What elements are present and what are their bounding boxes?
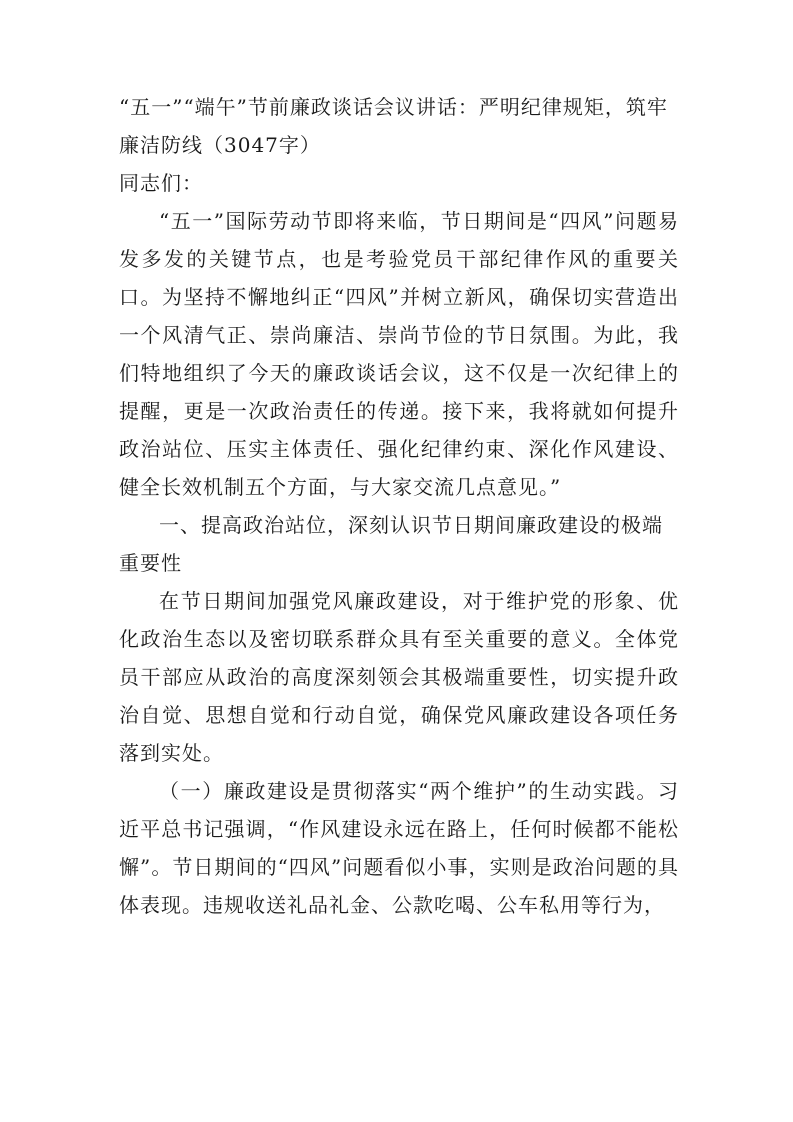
- section-1-paragraph: 在节日期间加强党风廉政建设，对于维护党的形象、优化政治生态以及密切联系群众具有至关重要的意义。全体党员干部应从政治的高度深刻领会其极端重要性，切实提升政治自觉、思想自觉和行动自觉，确保党风廉政建设各项任务落到实处。: [119, 589, 679, 765]
- section-heading-1: 一、提高政治站位，深刻认识节日期间廉政建设的极端重要性: [119, 513, 663, 575]
- document-body: [119, 88, 679, 924]
- greeting: 同志们：: [119, 171, 203, 195]
- intro-paragraph: “五一”国际劳动节即将来临，节日期间是“四风”问题易发多发的关键节点，也是考验党员干部纪律作风的重要关口。为坚持不懈地纠正“四风”并树立新风，确保切实营造出一个风清气正、崇尚廉洁、崇尚节俭的节日氛围。为此，我们特地组织了今天的廉政谈话会议，这不仅是一次纪律上的提醒，更是一次政治责任的传递。接下来，我将就如何提升政治站位、压实主体责任、强化纪律约束、深化作风建设、健全长效机制五个方面，与大家交流几点意见。”: [119, 209, 679, 499]
- subsection-1-paragraph: （一）廉政建设是贯彻落实“两个维护”的生动实践。习近平总书记强调，“作风建设永远在路上，任何时候都不能松懈”。节日期间的“四风”问题看似小事，实则是政治问题的具体表现。违规收送礼品礼金、公款吃喝、公车私用等行为，: [119, 779, 679, 917]
- document-title: “五一”“端午”节前廉政谈话会议讲话：严明纪律规矩，筑牢廉洁防线（3047字）: [119, 95, 668, 157]
